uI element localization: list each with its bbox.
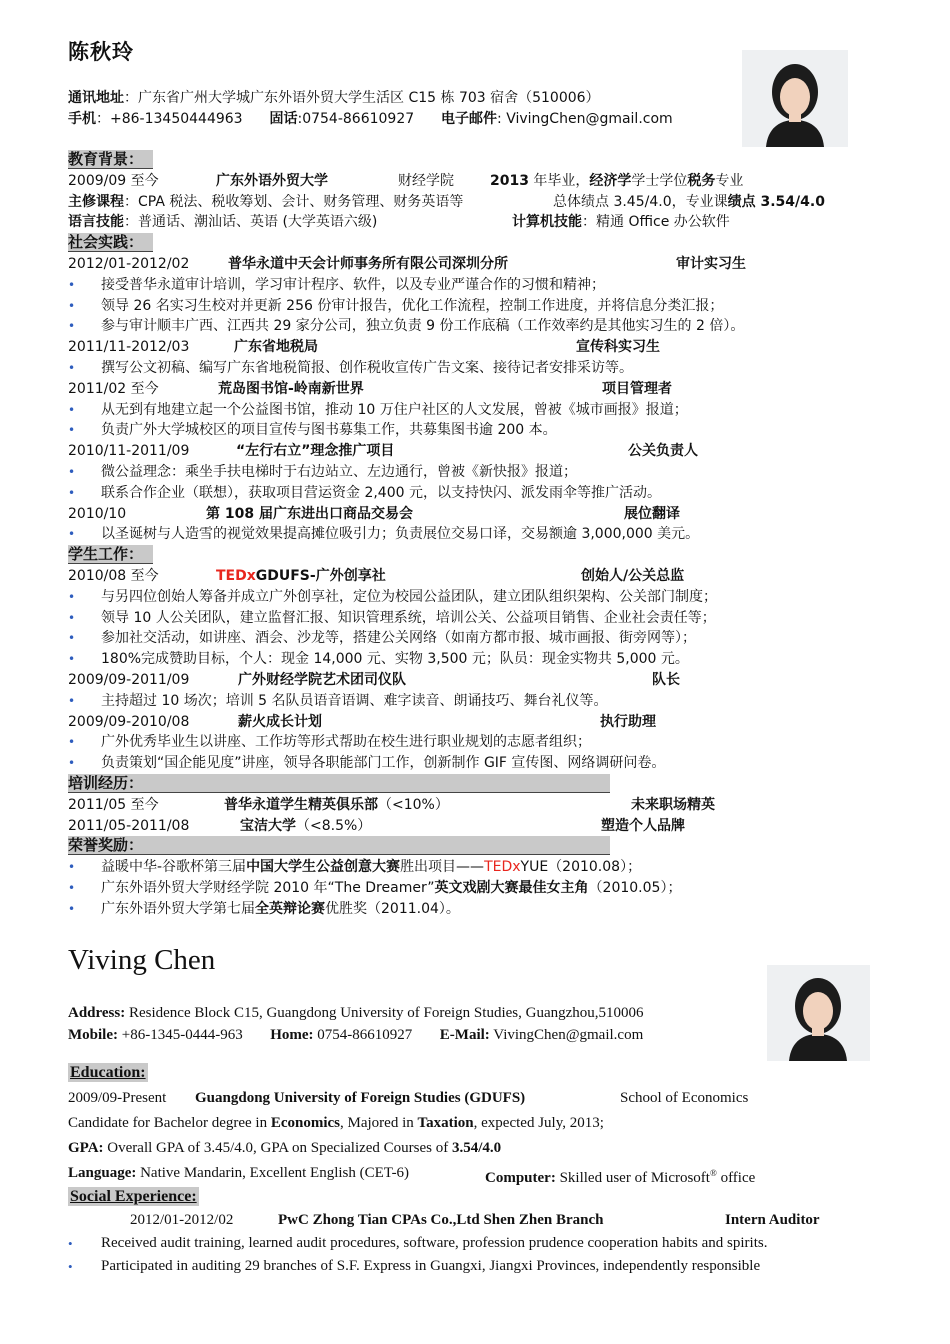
honor-text: 益暖中华-谷歌杯第三届中国大学生公益创意大赛胜出项目——TEDxYUE（2010.08）； [101, 859, 642, 876]
job-header [68, 379, 868, 400]
section-student-cn [68, 545, 868, 566]
en-bullet [68, 1255, 898, 1278]
training-org: 普华永道学生精英俱乐部（<10%） [224, 796, 449, 813]
section-title: 培训经历： [68, 774, 610, 793]
bullet-text: 微公益理念：乘坐手扶电梯时于右边站立、左边通行，曾被《新快报》报道； [101, 463, 577, 480]
name-cn: 陈秋玲 [68, 40, 134, 64]
job-role: 审计实习生 [676, 255, 746, 272]
edu-degree: 2013 年毕业，经济学学士学位税务专业 [490, 172, 744, 189]
edu-school: Guangdong University of Foreign Studies (GDUFS) [195, 1090, 526, 1106]
cn-body [68, 150, 868, 919]
bullet-icon: • [68, 298, 76, 313]
job-org: 薪火成长计划 [238, 713, 322, 730]
bullet-item [68, 400, 868, 421]
job-org: 荒岛图书馆-岭南新世界 [218, 380, 364, 397]
training-date: 2011/05-2011/08 [68, 817, 190, 834]
edu-row [68, 171, 868, 192]
bullet-item [68, 587, 868, 608]
bullet-text: 主持超过 10 场次；培训 5 名队员语音语调、难字读音、朗诵技巧、舞台礼仪等。 [101, 692, 608, 709]
mobile-label: 手机 [68, 111, 96, 127]
computer-skill: Computer: Skilled user of Microsoft® office [485, 1168, 756, 1186]
job-date: 2009/09-2011/09 [68, 671, 190, 688]
bullet-item [68, 628, 868, 649]
edu-date: 2009/09-Present [68, 1090, 167, 1106]
bullet-item [68, 608, 868, 629]
section-honors-cn [68, 836, 868, 857]
contact-line [68, 108, 673, 128]
bullet-text: 广外优秀毕业生以讲座、工作坊等形式帮助在校生进行职业规划的志愿者组织； [101, 734, 591, 751]
bullet-item [68, 691, 868, 712]
job-org: 广外财经学院艺术团司仪队 [238, 671, 406, 688]
job-org: PwC Zhong Tian CPAs Co.,Ltd Shen Zhen Branch [278, 1212, 604, 1228]
honor-item [68, 878, 868, 899]
bullet-icon: • [68, 860, 76, 875]
job-header [68, 566, 868, 587]
section-title: 荣誉奖励： [68, 836, 610, 855]
job-date: 2010/08 至今 [68, 567, 159, 584]
bullet-icon: • [68, 756, 76, 771]
job-org: TEDxGDUFS-广外创享社 [216, 567, 386, 584]
bullet-icon: • [68, 464, 76, 479]
job-org: 广东省地税局 [234, 339, 318, 356]
job-role: 公关负责人 [628, 443, 698, 460]
bullet-icon: • [68, 880, 76, 895]
bullet-icon: • [68, 360, 76, 375]
job-role: 项目管理者 [602, 380, 672, 397]
name-en: Viving Chen [68, 944, 216, 976]
bullet-text: 180%完成赞助目标，个人：现金 14,000 元、实物 3,500 元；队员：现金实物共 5,000 元。 [101, 651, 689, 668]
training-row [68, 795, 868, 816]
edu-date: 2009/09 至今 [68, 172, 159, 189]
bullet-text: 负责策划“国企能见度”讲座，领导各职能部门工作，创新制作 GIF 宣传图、网络调研问卷。 [101, 755, 666, 772]
honor-item [68, 857, 868, 878]
honor-text: 广东外语外贸大学财经学院 2010 年“The Dreamer”英文戏剧大赛最佳女主角（2010.05）； [101, 879, 682, 896]
job-role: 展位翻译 [624, 505, 680, 522]
en-bullet [68, 1232, 898, 1255]
section-education-cn [68, 150, 868, 171]
bullet-icon: • [68, 1259, 73, 1274]
email-value[interactable]: : VivingChen@gmail.com [497, 111, 673, 127]
bullet-item [68, 462, 868, 483]
en-gpa: GPA: Overall GPA of 3.45/4.0, GPA on Specialized Courses of 3.54/4.0 [68, 1140, 502, 1156]
job-org: “左行右立”理念推广项目 [236, 443, 395, 460]
section-social-en [68, 1186, 898, 1208]
honor-text: 广东外语外贸大学第七届全英辩论赛优胜奖（2011.04）。 [101, 900, 460, 917]
bullet-icon: • [68, 423, 76, 438]
job-org: 普华永道中天会计师事务所有限公司深圳分所 [228, 255, 508, 272]
bullet-item [68, 420, 868, 441]
bullet-text: 与另四位创始人筹备并成立广外创享社，定位为校园公益团队，建立团队组织架构、公关部门制度； [101, 588, 717, 605]
section-title: 社会实践： [68, 233, 153, 252]
section-title: 教育背景： [68, 150, 153, 169]
job-role: 队长 [652, 671, 680, 688]
en-edu-row [68, 1086, 898, 1111]
bullet-icon: • [68, 589, 76, 604]
bullet-text: 联系合作企业（联想），获取项目营运资金 2,400 元，以支持快闪、派发雨伞等推广活动。 [101, 484, 661, 501]
training-row [68, 816, 868, 837]
email-label: 电子邮件 [441, 111, 498, 127]
job-bullets [68, 732, 868, 774]
bullet-text: 参与审计顺丰广西、江西共 29 家分公司，独立负责 9 份工作底稿（工作效率约是其他实习生的 2 倍）。 [101, 318, 745, 335]
bullet-item [68, 296, 868, 317]
bullet-text: 撰写公文初稿、编写广东省地税简报、创作税收宣传广告文案、接待记者安排采访等。 [101, 359, 633, 376]
edu-college: School of Economics [620, 1090, 749, 1106]
job-header [68, 670, 868, 691]
section-training-cn [68, 774, 868, 795]
edu-college: 财经学院 [398, 172, 454, 189]
bullet-item [68, 483, 868, 504]
job-org: 第 108 届广东进出口商品交易会 [206, 505, 413, 522]
bullet-icon: • [68, 402, 76, 417]
bullet-icon: • [68, 652, 76, 667]
job-date: 2010/11-2011/09 [68, 443, 190, 460]
job-role: 宣传科实习生 [576, 339, 660, 356]
bullet-icon: • [68, 693, 76, 708]
job-date: 2010/10 [68, 505, 127, 522]
phone-value: :0754-86610927 [297, 111, 415, 127]
job-header [68, 712, 868, 733]
section-social-cn [68, 233, 868, 254]
address-label: 通讯地址 [68, 90, 124, 106]
bullet-text: Received audit training, learned audit procedures, software, profession prudence cooperation habits and spirits. [101, 1235, 768, 1251]
job-date: 2012/01-2012/02 [68, 255, 190, 272]
bullet-text: 接受普华永道审计培训，学习审计程序、软件，以及专业严谨合作的习惯和精神； [101, 276, 605, 293]
bullet-item [68, 275, 868, 296]
en-body [68, 1061, 898, 1278]
bullet-icon: • [68, 1236, 73, 1251]
bullet-text: Participated in auditing 29 branches of S.F. Express in Guangxi, Jiangxi Provinces, independently responsible [101, 1258, 761, 1274]
bullet-text: 以圣诞树与人造雪的视觉效果提高摊位吸引力；负责展位交易口译，交易额逾 3,000,000 美元。 [101, 526, 700, 543]
edu-skills-row [68, 212, 868, 233]
training-role: 未来职场精英 [631, 796, 715, 813]
job-header [68, 254, 868, 275]
job-role: 创始人/公关总监 [581, 567, 685, 584]
job-bullets [68, 691, 868, 712]
bullet-icon: • [68, 901, 76, 916]
bullet-icon: • [68, 735, 76, 750]
bullet-item [68, 649, 868, 670]
section-education-en [68, 1061, 898, 1086]
portrait-icon [742, 50, 848, 147]
bullet-item [68, 732, 868, 753]
profile-photo-cn [742, 50, 848, 147]
section-title: Social Experience: [70, 1188, 197, 1205]
bullet-text: 参加社交活动，如讲座、酒会、沙龙等，搭建公关网络（如南方都市报、城市画报、街旁网等）； [101, 630, 696, 647]
job-date: 2012/01-2012/02 [130, 1212, 234, 1228]
en-skills [68, 1161, 898, 1186]
en-job-header [68, 1208, 898, 1232]
address-line [68, 87, 600, 107]
training-date: 2011/05 至今 [68, 796, 159, 813]
training-role: 塑造个人品牌 [601, 817, 685, 834]
job-bullets [68, 587, 868, 670]
bullet-item [68, 358, 868, 379]
bullet-icon: • [68, 631, 76, 646]
bullet-item [68, 753, 868, 774]
bullet-text: 领导 10 人公关团队，建立监督汇报、知识管理系统，培训公关、公益项目销售、企业社会责任等； [101, 609, 716, 626]
honor-item [68, 899, 868, 920]
en-contact [68, 1002, 898, 1046]
bullet-icon: • [68, 319, 76, 334]
bullet-icon: • [68, 610, 76, 625]
job-header [68, 337, 868, 358]
phone-label: 固话 [269, 111, 298, 127]
section-title: 学生工作： [68, 545, 153, 564]
bullet-text: 领导 26 名实习生校对并更新 256 份审计报告，优化工作流程，控制工作进度，并将信息分类汇报； [101, 297, 724, 314]
language-skill: Language: Native Mandarin, Excellent English (CET-6) [68, 1165, 410, 1181]
bullet-item [68, 316, 868, 337]
bullet-text: 从无到有地建立起一个公益图书馆，推动 10 万住户社区的人文发展，曾被《城市画报》报道； [101, 401, 688, 418]
job-date: 2011/11-2012/03 [68, 339, 190, 356]
bullet-item [68, 524, 868, 545]
job-header [68, 441, 868, 462]
gpa: 总体绩点 3.45/4.0，专业课绩点 3.54/4.0 [553, 193, 825, 210]
bullet-icon: • [68, 527, 76, 542]
training-org: 宝洁大学（<8.5%） [240, 817, 372, 834]
section-title: Education: [70, 1064, 146, 1081]
mobile-value: ：+86-13450444963 [96, 111, 243, 127]
en-address: Address: Residence Block C15, Guangdong University of Foreign Studies, Guangzhou,510006 [68, 1005, 644, 1021]
en-candidate: Candidate for Bachelor degree in Economics, Majored in Taxation, expected July, 2013; [68, 1115, 604, 1131]
language-skill: 语言技能：普通话、潮汕话、英语 (大学英语六级) [68, 214, 378, 231]
bullet-text: 负责广外大学城校区的项目宣传与图书募集工作，共募集图书逾 200 本。 [101, 422, 557, 439]
job-role: Intern Auditor [725, 1212, 820, 1228]
bullet-icon: • [68, 277, 76, 292]
social-jobs [68, 254, 868, 545]
courses: 主修课程：CPA 税法、税收筹划、会计、财务管理、财务英语等 [68, 193, 464, 210]
job-role: 执行助理 [600, 713, 656, 730]
bullet-icon: • [68, 485, 76, 500]
en-contact-row: Mobile: +86-1345-0444-963 Home: 0754-86610927 E-Mail: VivingChen@gmail.com [68, 1027, 644, 1043]
job-date: 2011/02 至今 [68, 380, 159, 397]
address-value: ：广东省广州大学城广东外语外贸大学生活区 C15 栋 703 宿舍（510006） [124, 90, 600, 106]
computer-skill: 计算机技能：精通 Office 办公软件 [512, 214, 730, 231]
job-date: 2009/09-2010/08 [68, 713, 190, 730]
job-header [68, 504, 868, 525]
edu-school: 广东外语外贸大学 [216, 172, 328, 189]
edu-courses-row [68, 192, 868, 213]
